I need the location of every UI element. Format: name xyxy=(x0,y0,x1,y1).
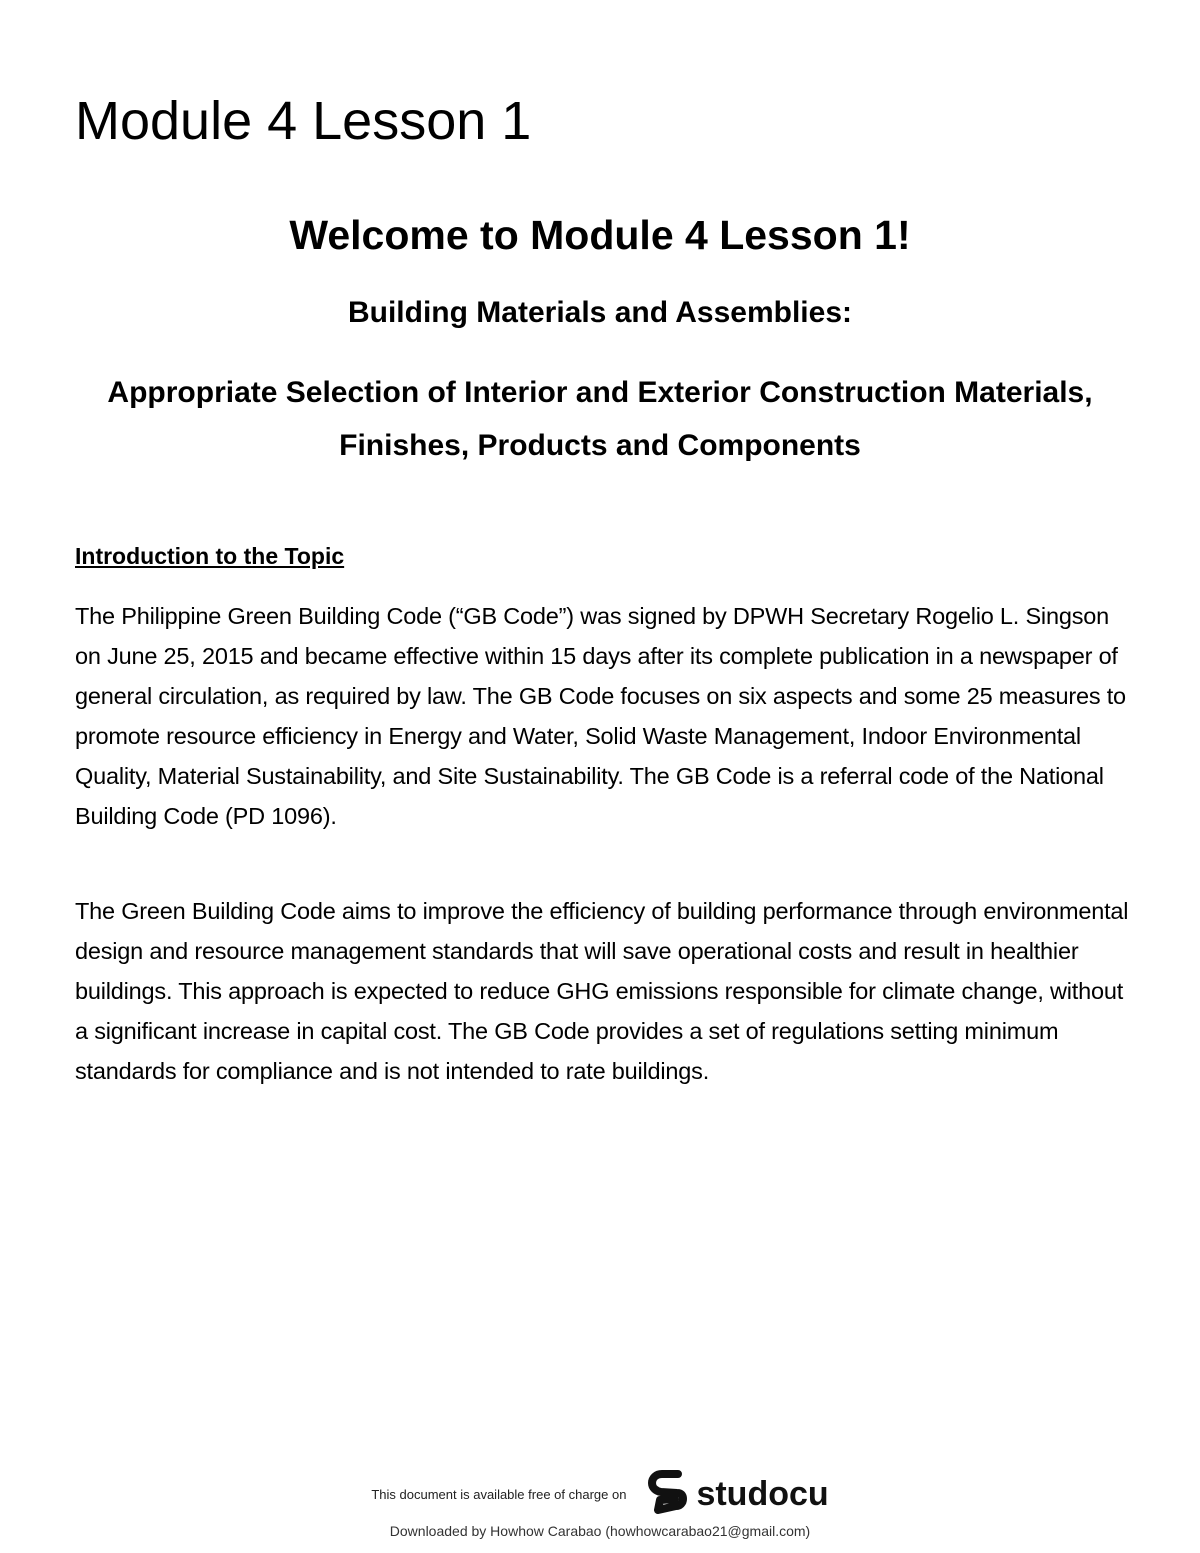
lesson-topic-heading: Appropriate Selection of Interior and Exterior Construction Materials, Finishes, Products and Components xyxy=(107,376,1093,462)
footer-banner xyxy=(0,1470,1200,1519)
welcome-heading: Welcome to Module 4 Lesson 1! xyxy=(289,212,911,258)
studocu-link[interactable] xyxy=(648,1470,828,1519)
page-title: Module 4 Lesson 1 xyxy=(75,91,532,151)
footer-note: This document is available free of charge on xyxy=(371,1487,627,1502)
studocu-logo-icon xyxy=(648,1470,690,1519)
paragraph-gb-code-aims: The Green Building Code aims to improve the efficiency of building performance through environmental design and resource management standards that will save operational costs and result in healthier buildings. This approach is expected to reduce GHG emissions responsible for climate change, without a significant increase in capital cost. The GB Code provides a set of regulations setting minimum standards for compliance and is not intended to rate buildings. xyxy=(75,898,1129,1084)
studocu-brand-text: studocu xyxy=(696,1475,829,1513)
section-heading: Introduction to the Topic xyxy=(75,543,345,569)
paragraph-gb-code-intro: The Philippine Green Building Code (“GB Code”) was signed by DPWH Secretary Rogelio L. Singson on June 25, 2015 and became effective within 15 days after its complete publication in a newspaper of general circulation, as required by law. The GB Code focuses on six aspects and some 25 measures to promote resource efficiency in Energy and Water, Solid Waste Management, Indoor Environmental Quality, Material Sustainability, and Site Sustainability. The GB Code is a referral code of the National Building Code (PD 1096). xyxy=(75,603,1126,829)
download-note: Downloaded by Howhow Carabao (howhowcarabao21@gmail.com) xyxy=(389,1523,811,1539)
subtitle-heading: Building Materials and Assemblies: xyxy=(347,296,852,329)
